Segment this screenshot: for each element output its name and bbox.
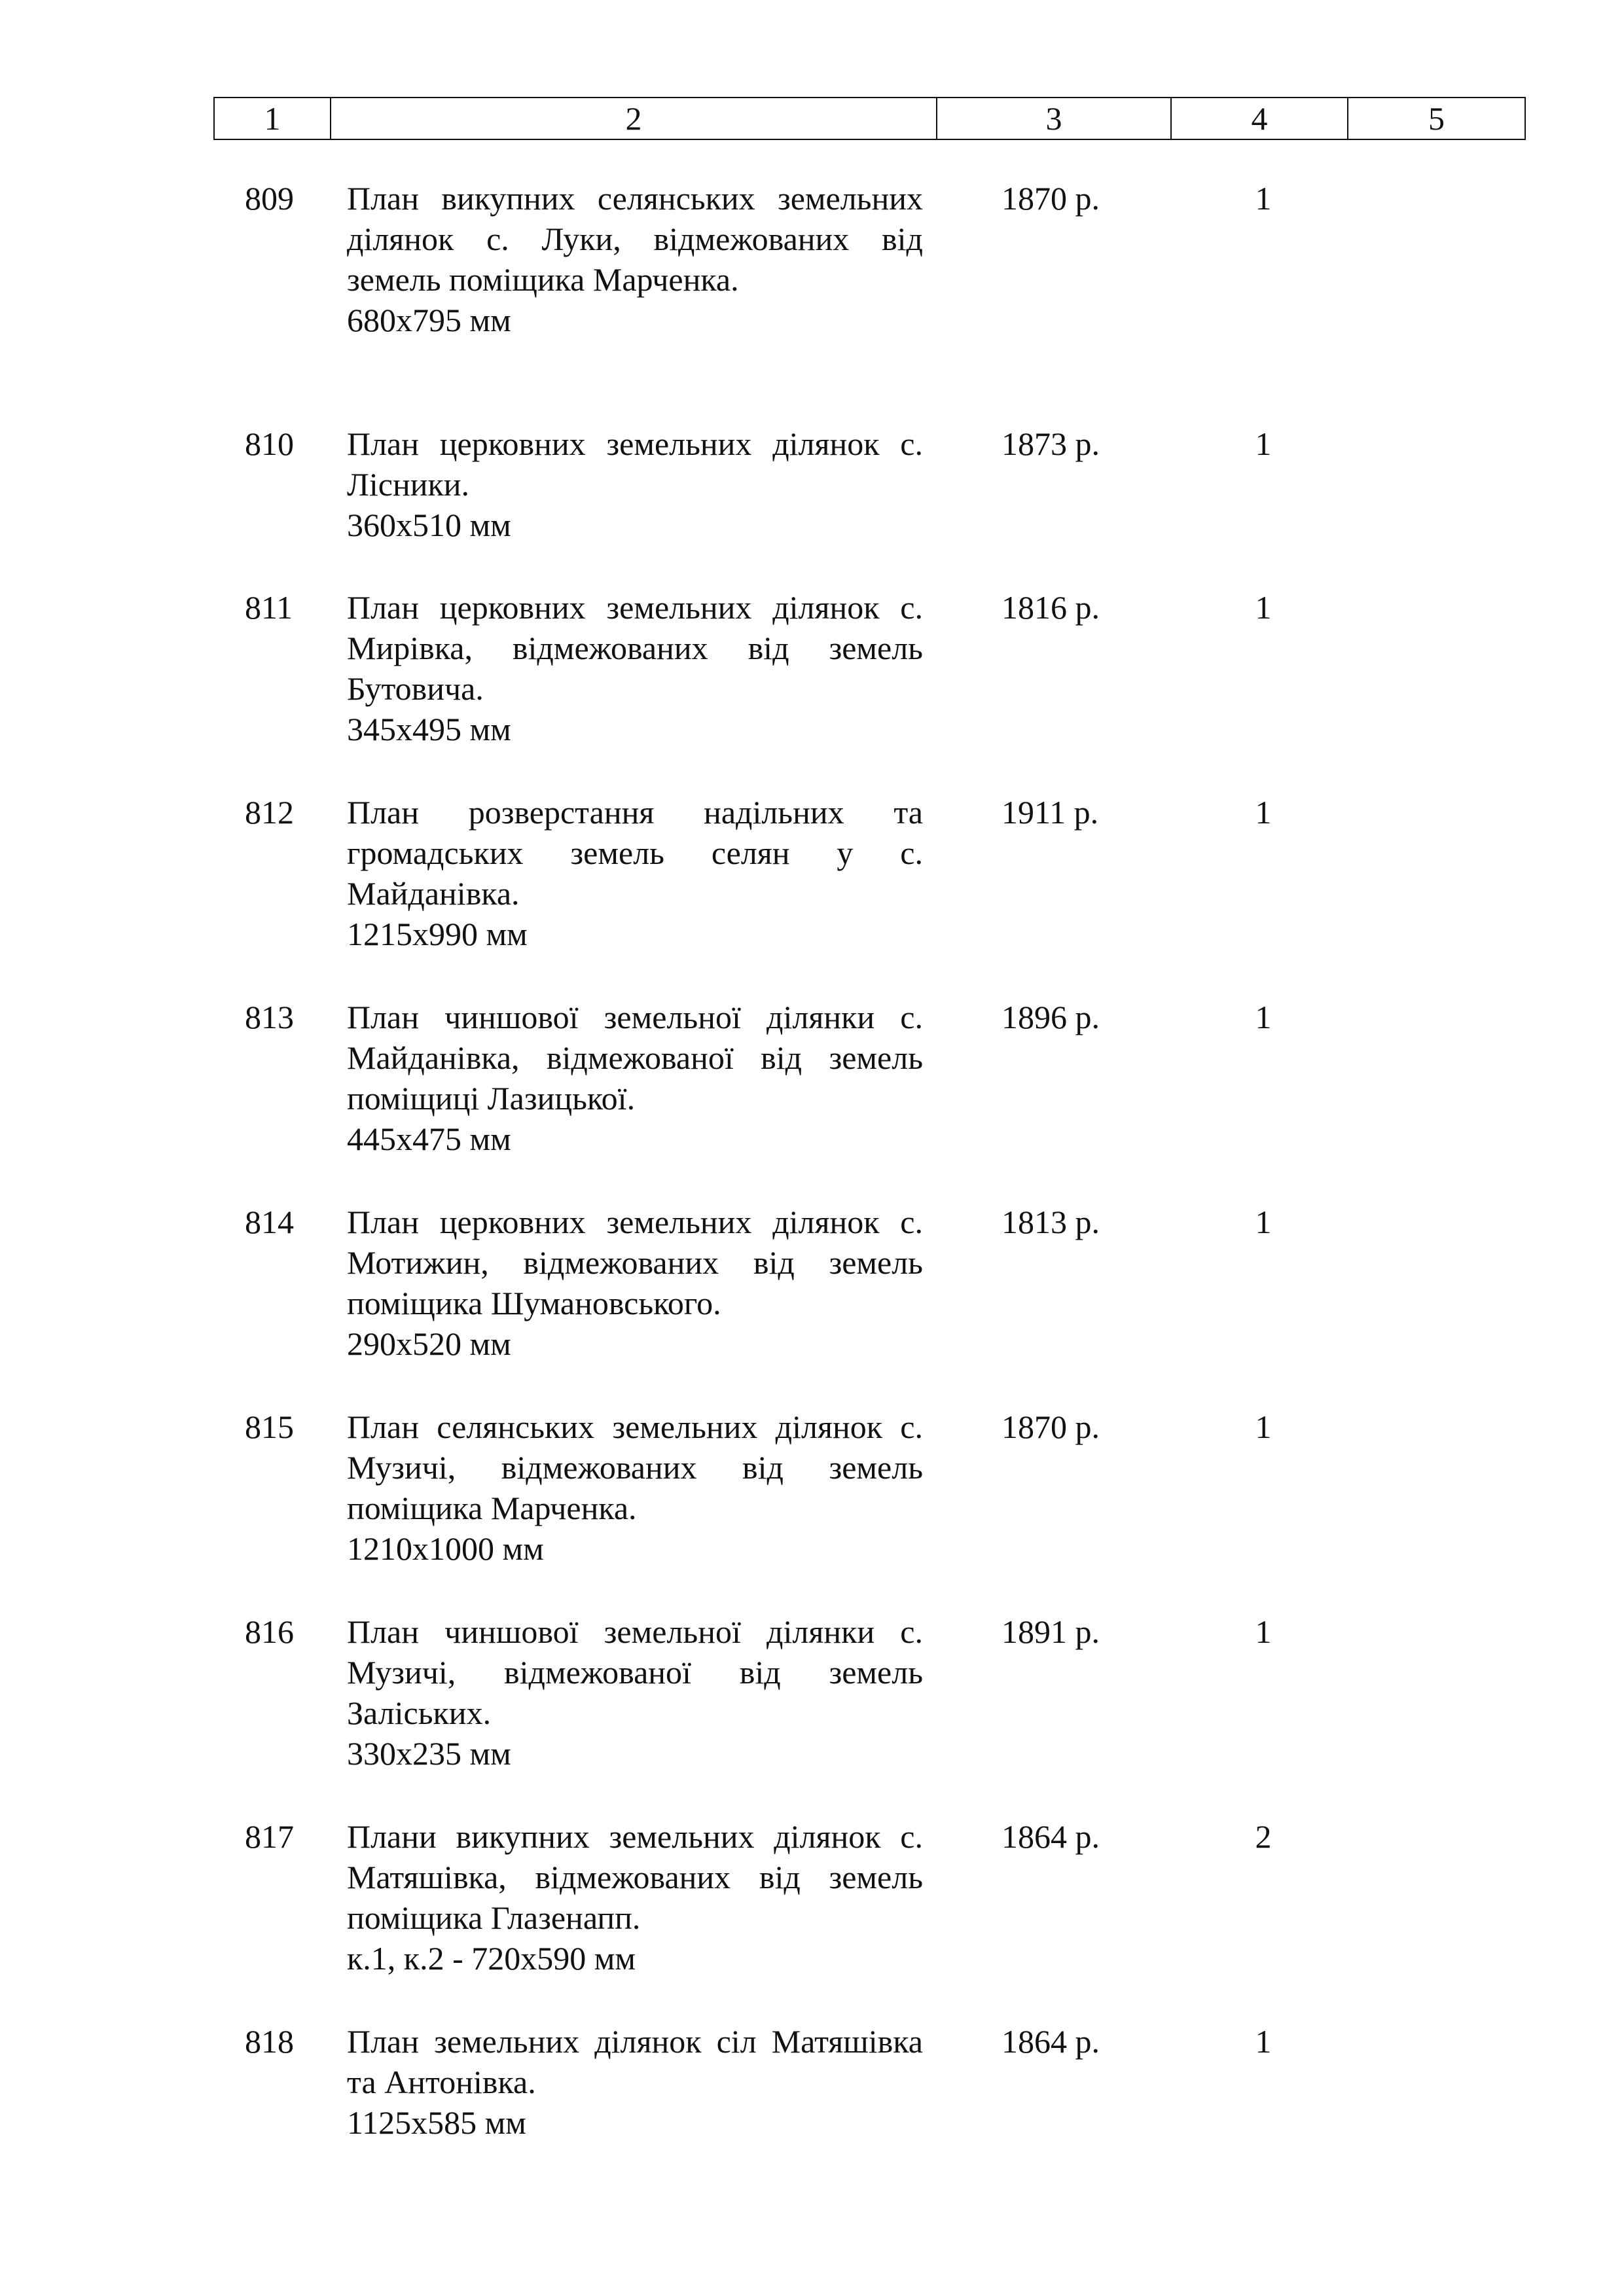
entry-number: 814 bbox=[245, 1204, 294, 1240]
header-cell-2: 2 bbox=[331, 98, 937, 139]
entry-number: 810 bbox=[245, 425, 294, 462]
entry-size: 445х475 мм bbox=[347, 1121, 511, 1157]
entry-count: 1 bbox=[1255, 425, 1272, 462]
entry-size: 1215х990 мм bbox=[347, 916, 528, 952]
entry-description bbox=[347, 1611, 923, 1774]
entry-description bbox=[347, 1202, 923, 1364]
entry-year: 1873 р. bbox=[1001, 425, 1100, 462]
entry-title: План розверстання надільних та громадських земель селян у с. Майданівка. bbox=[347, 794, 923, 912]
entry-title: План селянських земельних ділянок с. Музичі, відмежованих від земель поміщика Марченка. bbox=[347, 1408, 923, 1526]
entry-number: 818 bbox=[245, 2023, 294, 2060]
entry-number: 813 bbox=[245, 999, 294, 1035]
entry-count: 1 bbox=[1255, 999, 1272, 1035]
entry-title: План церковних земельних ділянок с. Мирівка, відмежованих від земель Бутовича. bbox=[347, 589, 923, 707]
entry-year: 1870 р. bbox=[1001, 180, 1100, 217]
header-row bbox=[214, 98, 1525, 139]
entry-size: 680х795 мм bbox=[347, 302, 511, 338]
entry-description bbox=[347, 792, 923, 954]
entry-title: Плани викупних земельних ділянок с. Матяшівка, відмежованих від земель поміщика Глазенапп. bbox=[347, 1818, 923, 1936]
entry-title: План церковних земельних ділянок с. Лісники. bbox=[347, 425, 923, 503]
entry-count: 1 bbox=[1255, 589, 1272, 626]
entry-description bbox=[347, 1407, 923, 1569]
entry-number: 815 bbox=[245, 1408, 294, 1445]
entry-count: 2 bbox=[1255, 1818, 1272, 1855]
entry-description bbox=[347, 423, 923, 545]
entry-size: 345х495 мм bbox=[347, 711, 511, 747]
entry-year: 1816 р. bbox=[1001, 589, 1100, 626]
entry-number: 811 bbox=[245, 589, 293, 626]
entry-title: План чиншової земельної ділянки с. Музичі, відмежованої від земель Заліських. bbox=[347, 1613, 923, 1731]
entry-size: 330х235 мм bbox=[347, 1735, 511, 1772]
entry-title: План церковних земельних ділянок с. Мотижин, відмежованих від земель поміщика Шумановського. bbox=[347, 1204, 923, 1321]
header-cell-5: 5 bbox=[1348, 98, 1525, 139]
entry-year: 1891 р. bbox=[1001, 1613, 1100, 1650]
entry-title: План земельних ділянок сіл Матяшівка та Антонівка. bbox=[347, 2023, 923, 2100]
entry-description bbox=[347, 1816, 923, 1979]
entry-size: 1125х585 мм bbox=[347, 2104, 526, 2141]
entry-number: 809 bbox=[245, 180, 294, 217]
entry-title: План викупних селянських земельних ділянок с. Луки, відмежованих від земель поміщика Марченка. bbox=[347, 180, 923, 298]
entry-size: 1210х1000 мм bbox=[347, 1530, 544, 1567]
header-cell-3: 3 bbox=[937, 98, 1171, 139]
entry-count: 1 bbox=[1255, 794, 1272, 831]
entry-count: 1 bbox=[1255, 180, 1272, 217]
entry-description bbox=[347, 178, 923, 340]
entry-count: 1 bbox=[1255, 1613, 1272, 1650]
entry-description bbox=[347, 587, 923, 749]
entry-description bbox=[347, 997, 923, 1159]
column-number-header bbox=[213, 97, 1526, 140]
entry-year: 1864 р. bbox=[1001, 2023, 1100, 2060]
entry-year: 1870 р. bbox=[1001, 1408, 1100, 1445]
entry-number: 816 bbox=[245, 1613, 294, 1650]
entry-count: 1 bbox=[1255, 2023, 1272, 2060]
entry-count: 1 bbox=[1255, 1204, 1272, 1240]
entry-size: 290х520 мм bbox=[347, 1325, 511, 1362]
entry-size: к.1, к.2 - 720х590 мм bbox=[347, 1940, 636, 1977]
entry-year: 1911 р. bbox=[1001, 794, 1099, 831]
entry-number: 817 bbox=[245, 1818, 294, 1855]
entry-title: План чиншової земельної ділянки с. Майданівка, відмежованої від земель поміщиці Лазицької. bbox=[347, 999, 923, 1117]
header-cell-4: 4 bbox=[1171, 98, 1348, 139]
header-cell-1: 1 bbox=[214, 98, 331, 139]
entry-size: 360х510 мм bbox=[347, 507, 511, 543]
entry-year: 1896 р. bbox=[1001, 999, 1100, 1035]
entry-number: 812 bbox=[245, 794, 294, 831]
entry-count: 1 bbox=[1255, 1408, 1272, 1445]
entry-year: 1813 р. bbox=[1001, 1204, 1100, 1240]
entry-description bbox=[347, 2021, 923, 2143]
entry-year: 1864 р. bbox=[1001, 1818, 1100, 1855]
